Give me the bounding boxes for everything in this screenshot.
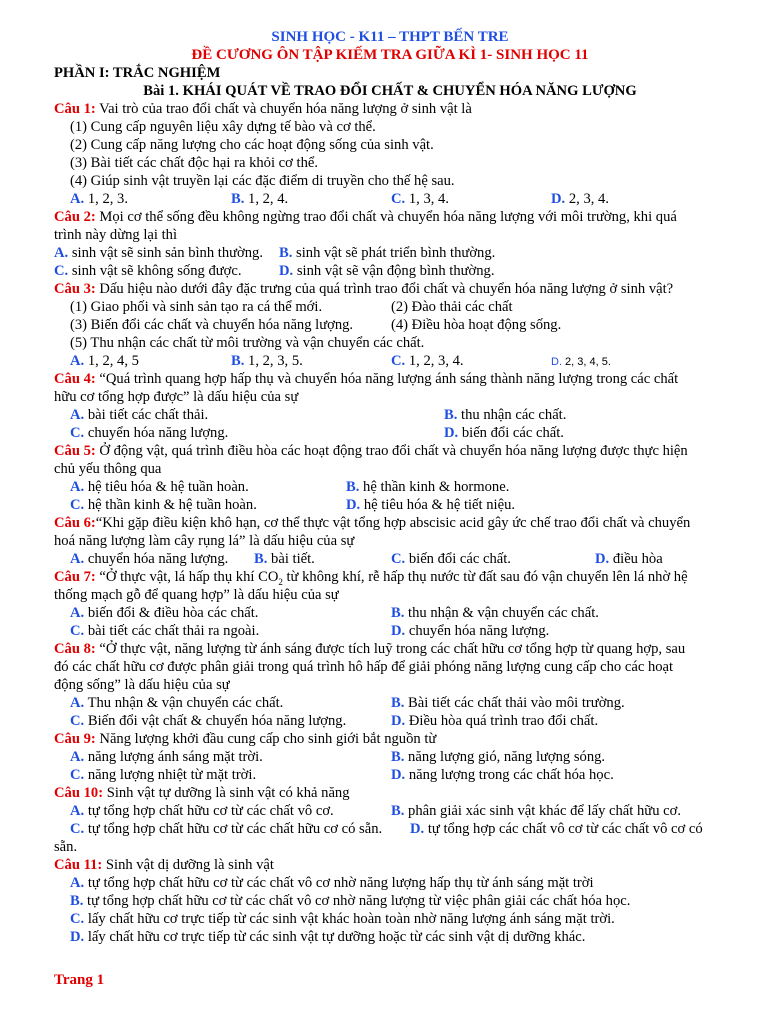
options-row xyxy=(54,694,726,712)
statement: (3) Bài tiết các chất độc hại ra khỏi cơ thể. xyxy=(70,155,319,171)
document-title: ĐỀ CƯƠNG ÔN TẬP KIẾM TRA GIỮA KÌ 1- SINH HỌC 11 xyxy=(191,47,589,63)
option-d[interactable]: D. chuyển hóa năng lượng. xyxy=(391,623,550,639)
options-row xyxy=(54,406,726,424)
option-b[interactable]: B. 1, 2, 3, 5. xyxy=(231,353,303,369)
question-text: “Khi gặp điều kiện khô hạn, cơ thể thực vật tổng hợp abscisic acid gây ức chế trao đổi chất và chuyển xyxy=(95,515,691,531)
question-10 xyxy=(54,784,726,802)
option-c[interactable]: C. năng lượng nhiệt từ mặt trời. xyxy=(70,767,257,783)
options-row xyxy=(54,802,726,820)
question-label: Câu 9: xyxy=(54,731,96,747)
option-b[interactable]: B. tự tổng hợp chất hữu cơ từ các chất vô cơ nhờ năng lượng từ việc phân giải các chất hóa học. xyxy=(70,893,631,909)
subject-line: SINH HỌC - K11 – THPT BẾN TRE xyxy=(271,29,509,45)
question-2 xyxy=(54,208,726,226)
option-c[interactable]: C. biến đổi các chất. xyxy=(391,551,511,567)
option-c[interactable]: C. lấy chất hữu cơ trực tiếp từ các sinh vật khác hoàn toàn nhờ năng lượng ánh sáng mặt trời. xyxy=(70,911,615,927)
question-text-cont: thống mạch gỗ để quang hợp” là dấu hiệu của sự xyxy=(54,587,339,603)
statement: (5) Thu nhận các chất từ môi trường và vận chuyển các chất. xyxy=(70,335,425,351)
question-8 xyxy=(54,640,726,658)
statements-row xyxy=(54,298,726,316)
option-c[interactable]: C. bài tiết các chất thải ra ngoài. xyxy=(70,623,260,639)
option-a[interactable]: A. tự tổng hợp chất hữu cơ từ các chất vô cơ. xyxy=(70,803,334,819)
option-a[interactable]: A. sinh vật sẽ sinh sản bình thường. xyxy=(54,245,264,261)
question-7 xyxy=(54,568,726,586)
option-c[interactable]: C. 1, 3, 4. xyxy=(391,191,449,207)
option-a[interactable]: A. Thu nhận & vận chuyển các chất. xyxy=(70,695,284,711)
question-text: Năng lượng khởi đầu cung cấp cho sinh giới bắt nguồn từ xyxy=(95,731,437,747)
question-label: Câu 5: xyxy=(54,443,96,459)
options-row xyxy=(54,622,726,640)
statements-row xyxy=(54,316,726,334)
options-row xyxy=(54,244,726,262)
question-label: Câu 4: xyxy=(54,371,96,387)
option-d[interactable]: D. điều hòa xyxy=(595,551,663,567)
question-5 xyxy=(54,442,726,460)
option-d[interactable]: D. hệ tiêu hóa & hệ tiết niệu. xyxy=(346,497,516,513)
statement: (3) Biến đổi các chất và chuyển hóa năng lượng. xyxy=(70,317,354,333)
statement: (2) Đào thải các chất xyxy=(391,299,513,315)
question-6 xyxy=(54,514,726,532)
option-wrap: sẵn. xyxy=(54,839,78,855)
option-b[interactable]: B. 1, 2, 4. xyxy=(231,191,289,207)
option-c[interactable]: C. sinh vật sẽ không sống được. xyxy=(54,263,242,279)
option-c[interactable]: C. chuyển hóa năng lượng. xyxy=(70,425,229,441)
statement: (2) Cung cấp năng lượng cho các hoạt động sống của sinh vật. xyxy=(70,137,434,153)
option-b[interactable]: B. hệ thần kinh & hormone. xyxy=(346,479,510,495)
options-row xyxy=(54,496,726,514)
option-b[interactable]: B. bài tiết. xyxy=(254,551,315,567)
option-d[interactable]: D. 2, 3, 4. xyxy=(551,191,609,207)
options-row xyxy=(54,820,726,838)
question-text: Ở động vật, quá trình điều hòa các hoạt động trao đổi chất và chuyển hóa năng lượng được thực hiện xyxy=(95,443,688,459)
question-label: Câu 1: xyxy=(54,101,96,117)
options-row xyxy=(54,550,726,568)
option-a[interactable]: A. bài tiết các chất thải. xyxy=(70,407,209,423)
option-a[interactable]: A. năng lượng ánh sáng mặt trời. xyxy=(70,749,263,765)
option-c[interactable]: C. tự tổng hợp chất hữu cơ từ các chất hữu cơ có sẵn. xyxy=(70,821,383,837)
question-label: Câu 6: xyxy=(54,515,96,531)
question-label: Câu 3: xyxy=(54,281,96,297)
page-number: Trang 1 xyxy=(54,972,105,988)
question-label: Câu 7: xyxy=(54,569,96,585)
question-1 xyxy=(54,100,726,118)
question-4 xyxy=(54,370,726,388)
option-a[interactable]: A. 1, 2, 3. xyxy=(70,191,128,207)
question-9 xyxy=(54,730,726,748)
option-d[interactable]: D. biến đổi các chất. xyxy=(444,425,564,441)
options-row xyxy=(54,190,726,208)
option-d[interactable]: D. tự tổng hợp các chất vô cơ từ các chất vô cơ có xyxy=(410,821,703,837)
question-label: Câu 11: xyxy=(54,857,103,873)
option-b[interactable]: B. thu nhận & vận chuyển các chất. xyxy=(391,605,599,621)
question-text-cont: chủ yếu thông qua xyxy=(54,461,162,477)
lesson-heading: Bài 1. KHÁI QUÁT VỀ TRAO ĐỔI CHẤT & CHUYỂN HÓA NĂNG LƯỢNG xyxy=(143,83,637,99)
question-text: Vai trò của trao đổi chất và chuyển hóa năng lượng ở sinh vật là xyxy=(95,101,472,117)
option-a[interactable]: A. 1, 2, 4, 5 xyxy=(70,353,139,369)
option-c[interactable]: C. Biến đổi vật chất & chuyển hóa năng lượng. xyxy=(70,713,347,729)
question-text-cont: đó các chất hữu cơ được phân giải trong quá trình hô hấp để giải phóng năng lượng cung cấp cho các hoạt xyxy=(54,659,674,675)
subscript: 2 xyxy=(278,576,283,587)
options-row xyxy=(54,712,726,730)
question-label: Câu 8: xyxy=(54,641,96,657)
options-row xyxy=(54,766,726,784)
option-d[interactable]: D. sinh vật sẽ vận động bình thường. xyxy=(279,263,495,279)
option-a[interactable]: A. chuyển hóa năng lượng. xyxy=(70,551,229,567)
options-row xyxy=(54,262,726,280)
option-d[interactable]: D. 2, 3, 4, 5. xyxy=(551,356,611,368)
question-text: Sinh vật dị dưỡng là sinh vật xyxy=(102,857,274,873)
statement: (4) Giúp sinh vật truyền lại các đặc điểm di truyền cho thế hệ sau. xyxy=(70,173,455,189)
options-row xyxy=(54,604,726,622)
question-text-cont: trình này dừng lại thì xyxy=(54,227,178,243)
options-row xyxy=(54,748,726,766)
question-text: Mọi cơ thể sống đều không ngừng trao đổi chất và chuyển hóa năng lượng với môi trường, khi quá xyxy=(95,209,677,225)
question-text-cont: hoá năng lượng làm cây rụng lá” là dấu hiệu của sự xyxy=(54,533,355,549)
question-11 xyxy=(54,856,726,874)
question-text: Sinh vật tự dưỡng là sinh vật có khả năng xyxy=(103,785,350,801)
option-d[interactable]: D. năng lượng trong các chất hóa học. xyxy=(391,767,614,783)
options-row xyxy=(54,424,726,442)
option-c[interactable]: C. hệ thần kinh & hệ tuần hoàn. xyxy=(70,497,257,513)
option-b[interactable]: B. năng lượng gió, năng lượng sóng. xyxy=(391,749,606,765)
question-text: từ không khí, rễ hấp thụ nước từ đất sau đó vận chuyển lên lá nhờ hệ xyxy=(282,569,688,585)
option-b[interactable]: B. phân giải xác sinh vật khác để lấy chất hữu cơ. xyxy=(391,803,681,819)
option-a[interactable]: A. hệ tiêu hóa & hệ tuần hoàn. xyxy=(70,479,249,495)
option-c[interactable]: C. 1, 2, 3, 4. xyxy=(391,353,464,369)
question-text-cont: động sống” là dấu hiệu của sự xyxy=(54,677,230,693)
option-b[interactable]: B. Bài tiết các chất thải vào môi trường. xyxy=(391,695,625,711)
option-b[interactable]: B. thu nhận các chất. xyxy=(444,407,567,423)
option-d[interactable]: D. lấy chất hữu cơ trực tiếp từ các sinh vật tự dưỡng hoặc từ các sinh vật dị dưỡng khác. xyxy=(70,929,586,945)
question-text: Dấu hiệu nào dưới đây đặc trưng của quá trình trao đổi chất và chuyển hóa năng lượng ở sinh vật? xyxy=(95,281,674,297)
option-a[interactable]: A. biến đổi & điều hòa các chất. xyxy=(70,605,259,621)
statement: (1) Cung cấp nguyên liệu xây dựng tế bào và cơ thể. xyxy=(70,119,376,135)
question-text: “Ở thực vật, năng lượng từ ánh sáng được tích luỹ trong các chất hữu cơ tổng hợp từ quang hợp, sau xyxy=(95,641,686,657)
document-page xyxy=(54,28,726,946)
question-text: “Ở thực vật, lá hấp thụ khí CO xyxy=(95,569,279,585)
question-text: “Quá trình quang hợp hấp thụ và chuyển hóa năng lượng ánh sáng thành năng lượng trong các chất xyxy=(95,371,679,387)
question-3 xyxy=(54,280,726,298)
part-heading: PHẦN I: TRẮC NGHIỆM xyxy=(54,65,221,81)
options-row xyxy=(54,352,726,370)
statement: (4) Điều hòa hoạt động sống. xyxy=(391,317,562,333)
option-d[interactable]: D. Điều hòa quá trình trao đổi chất. xyxy=(391,713,599,729)
question-label: Câu 10: xyxy=(54,785,104,801)
statement: (1) Giao phối và sinh sản tạo ra cá thể mới. xyxy=(70,299,323,315)
question-text-cont: hữu cơ tổng hợp được” là dấu hiệu của sự xyxy=(54,389,299,405)
option-a[interactable]: A. tự tổng hợp chất hữu cơ từ các chất vô cơ nhờ năng lượng hấp thụ từ ánh sáng mặt trời xyxy=(70,875,594,891)
options-row xyxy=(54,478,726,496)
option-b[interactable]: B. sinh vật sẽ phát triển bình thường. xyxy=(279,245,496,261)
question-label: Câu 2: xyxy=(54,209,96,225)
